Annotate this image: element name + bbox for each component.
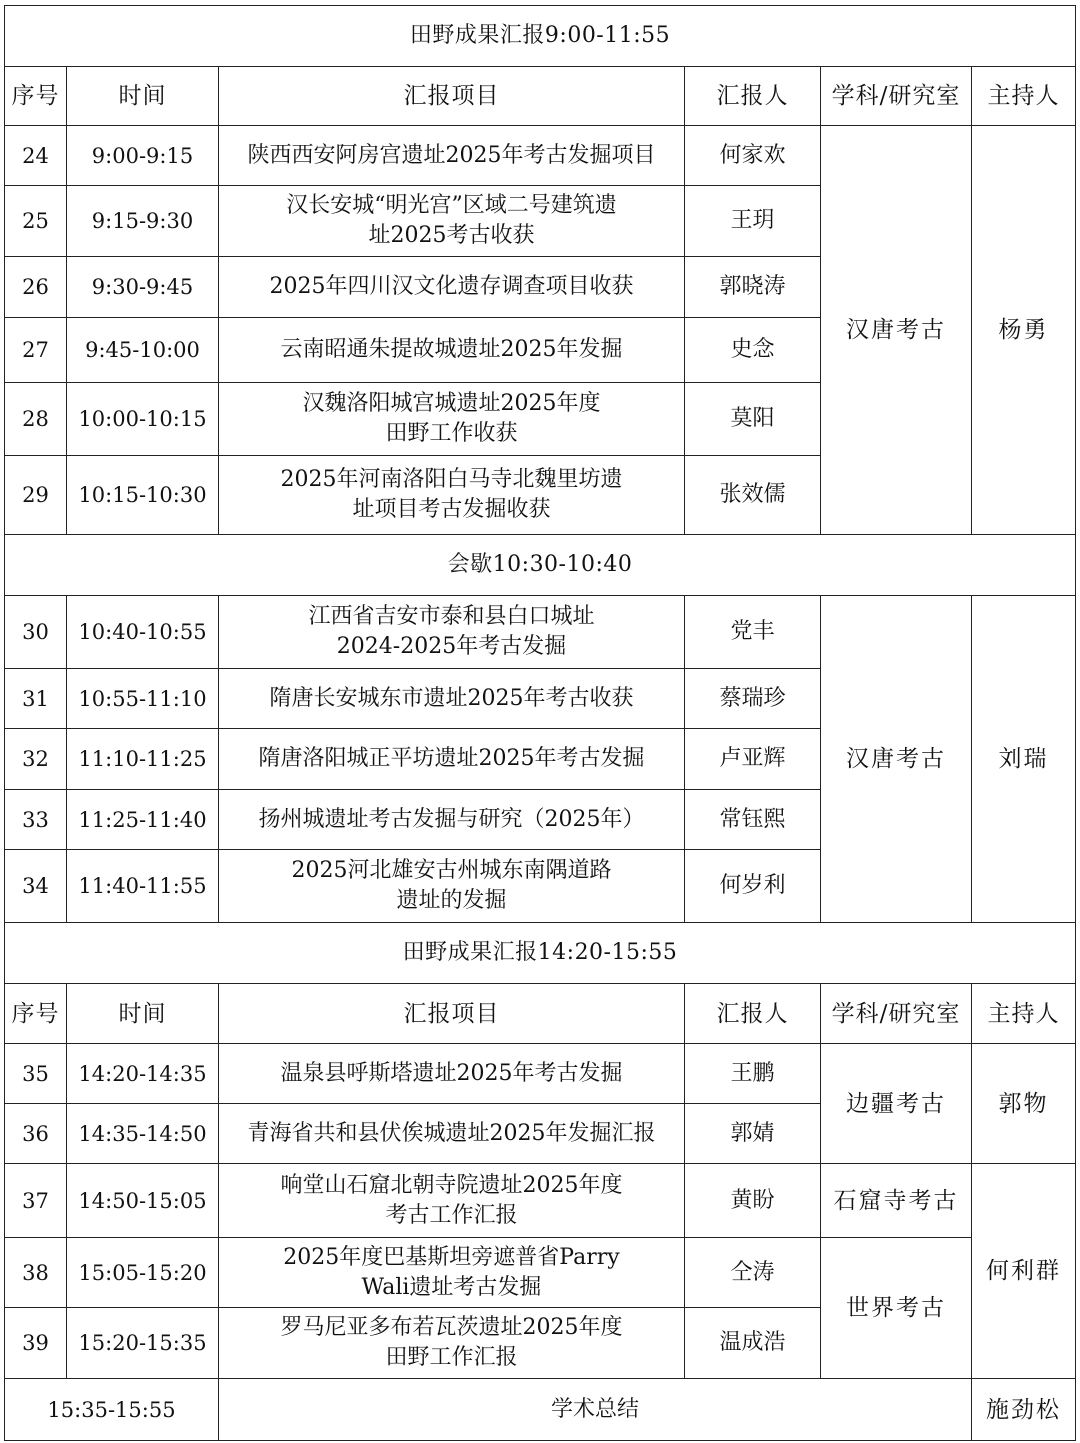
section-title-morning: 田野成果汇报9:00-11:55 — [5, 6, 1076, 67]
table-row — [5, 1044, 1076, 1104]
dept-cell: 世界考古 — [821, 1238, 972, 1379]
row-time: 9:45-10:00 — [67, 318, 219, 383]
row-number: 28 — [5, 383, 67, 456]
summary-time: 15:35-15:55 — [5, 1379, 219, 1441]
row-speaker: 何家欢 — [685, 126, 821, 186]
row-speaker: 卢亚辉 — [685, 729, 821, 790]
row-number: 32 — [5, 729, 67, 790]
host-cell: 何利群 — [972, 1164, 1076, 1379]
row-project: 陕西西安阿房宫遗址2025年考古发掘项目 — [219, 126, 685, 186]
row-speaker: 王鹏 — [685, 1044, 821, 1104]
row-speaker: 仝涛 — [685, 1238, 821, 1308]
row-speaker: 史念 — [685, 318, 821, 383]
row-project: 2025年度巴基斯坦旁遮普省Parry Wali遗址考古发掘 — [219, 1238, 685, 1308]
row-speaker: 何岁利 — [685, 850, 821, 923]
row-speaker: 党丰 — [685, 596, 821, 669]
row-speaker: 常钰熙 — [685, 790, 821, 850]
row-project: 汉长安城“明光宫”区域二号建筑遗 址2025考古收获 — [219, 186, 685, 257]
row-number: 24 — [5, 126, 67, 186]
header-speaker: 汇报人 — [685, 67, 821, 126]
table-row — [5, 1238, 1076, 1308]
row-speaker: 蔡瑞珍 — [685, 669, 821, 729]
schedule-table — [4, 5, 1076, 1441]
row-project: 温泉县呼斯塔遗址2025年考古发掘 — [219, 1044, 685, 1104]
row-project: 江西省吉安市泰和县白口城址 2024-2025年考古发掘 — [219, 596, 685, 669]
row-project: 汉魏洛阳城宫城遗址2025年度 田野工作收获 — [219, 383, 685, 456]
row-speaker: 黄盼 — [685, 1164, 821, 1238]
header-host: 主持人 — [972, 67, 1076, 126]
table-row — [5, 126, 1076, 186]
host-cell: 杨勇 — [972, 126, 1076, 535]
dept-cell: 汉唐考古 — [821, 596, 972, 923]
row-project: 罗马尼亚多布若瓦茨遗址2025年度 田野工作汇报 — [219, 1308, 685, 1379]
row-time: 14:20-14:35 — [67, 1044, 219, 1104]
table-row — [5, 596, 1076, 669]
row-speaker: 郭晓涛 — [685, 257, 821, 318]
host-cell: 郭物 — [972, 1044, 1076, 1164]
dept-cell: 边疆考古 — [821, 1044, 972, 1164]
summary-title: 学术总结 — [219, 1379, 972, 1441]
host-cell: 刘瑞 — [972, 596, 1076, 923]
row-time: 15:05-15:20 — [67, 1238, 219, 1308]
row-number: 39 — [5, 1308, 67, 1379]
header-speaker: 汇报人 — [685, 984, 821, 1044]
dept-cell: 汉唐考古 — [821, 126, 972, 535]
header-project: 汇报项目 — [219, 67, 685, 126]
row-speaker: 温成浩 — [685, 1308, 821, 1379]
section-title-afternoon: 田野成果汇报14:20-15:55 — [5, 923, 1076, 984]
row-speaker: 张效儒 — [685, 456, 821, 535]
header-row — [5, 67, 1076, 126]
row-time: 11:40-11:55 — [67, 850, 219, 923]
row-number: 35 — [5, 1044, 67, 1104]
header-row — [5, 984, 1076, 1044]
header-dept: 学科/研究室 — [821, 984, 972, 1044]
header-dept: 学科/研究室 — [821, 67, 972, 126]
row-number: 27 — [5, 318, 67, 383]
row-number: 36 — [5, 1104, 67, 1164]
row-number: 30 — [5, 596, 67, 669]
table-row — [5, 1164, 1076, 1238]
summary-row — [5, 1379, 1076, 1441]
row-time: 9:15-9:30 — [67, 186, 219, 257]
header-time: 时间 — [67, 67, 219, 126]
row-project: 响堂山石窟北朝寺院遗址2025年度 考古工作汇报 — [219, 1164, 685, 1238]
row-project: 扬州城遗址考古发掘与研究（2025年） — [219, 790, 685, 850]
row-time: 10:40-10:55 — [67, 596, 219, 669]
row-number: 33 — [5, 790, 67, 850]
row-time: 11:10-11:25 — [67, 729, 219, 790]
row-time: 9:00-9:15 — [67, 126, 219, 186]
row-time: 15:20-15:35 — [67, 1308, 219, 1379]
row-time: 10:00-10:15 — [67, 383, 219, 456]
row-project: 2025年四川汉文化遗存调查项目收获 — [219, 257, 685, 318]
dept-cell: 石窟寺考古 — [821, 1164, 972, 1238]
header-time: 时间 — [67, 984, 219, 1044]
row-project: 隋唐洛阳城正平坊遗址2025年考古发掘 — [219, 729, 685, 790]
row-number: 37 — [5, 1164, 67, 1238]
row-time: 11:25-11:40 — [67, 790, 219, 850]
row-number: 29 — [5, 456, 67, 535]
row-time: 14:35-14:50 — [67, 1104, 219, 1164]
header-no: 序号 — [5, 984, 67, 1044]
row-project: 青海省共和县伏俟城遗址2025年发掘汇报 — [219, 1104, 685, 1164]
row-project: 2025河北雄安古州城东南隅道路 遗址的发掘 — [219, 850, 685, 923]
row-time: 10:55-11:10 — [67, 669, 219, 729]
row-project: 2025年河南洛阳白马寺北魏里坊遗 址项目考古发掘收获 — [219, 456, 685, 535]
header-project: 汇报项目 — [219, 984, 685, 1044]
header-host: 主持人 — [972, 984, 1076, 1044]
row-time: 9:30-9:45 — [67, 257, 219, 318]
row-number: 31 — [5, 669, 67, 729]
row-speaker: 郭婧 — [685, 1104, 821, 1164]
row-number: 26 — [5, 257, 67, 318]
row-time: 10:15-10:30 — [67, 456, 219, 535]
row-project: 隋唐长安城东市遗址2025年考古收获 — [219, 669, 685, 729]
row-number: 25 — [5, 186, 67, 257]
row-number: 34 — [5, 850, 67, 923]
summary-host: 施劲松 — [972, 1379, 1076, 1441]
row-project: 云南昭通朱提故城遗址2025年发掘 — [219, 318, 685, 383]
section-title-break: 会歇10:30-10:40 — [5, 535, 1076, 596]
row-speaker: 王玥 — [685, 186, 821, 257]
row-time: 14:50-15:05 — [67, 1164, 219, 1238]
row-speaker: 莫阳 — [685, 383, 821, 456]
row-number: 38 — [5, 1238, 67, 1308]
header-no: 序号 — [5, 67, 67, 126]
